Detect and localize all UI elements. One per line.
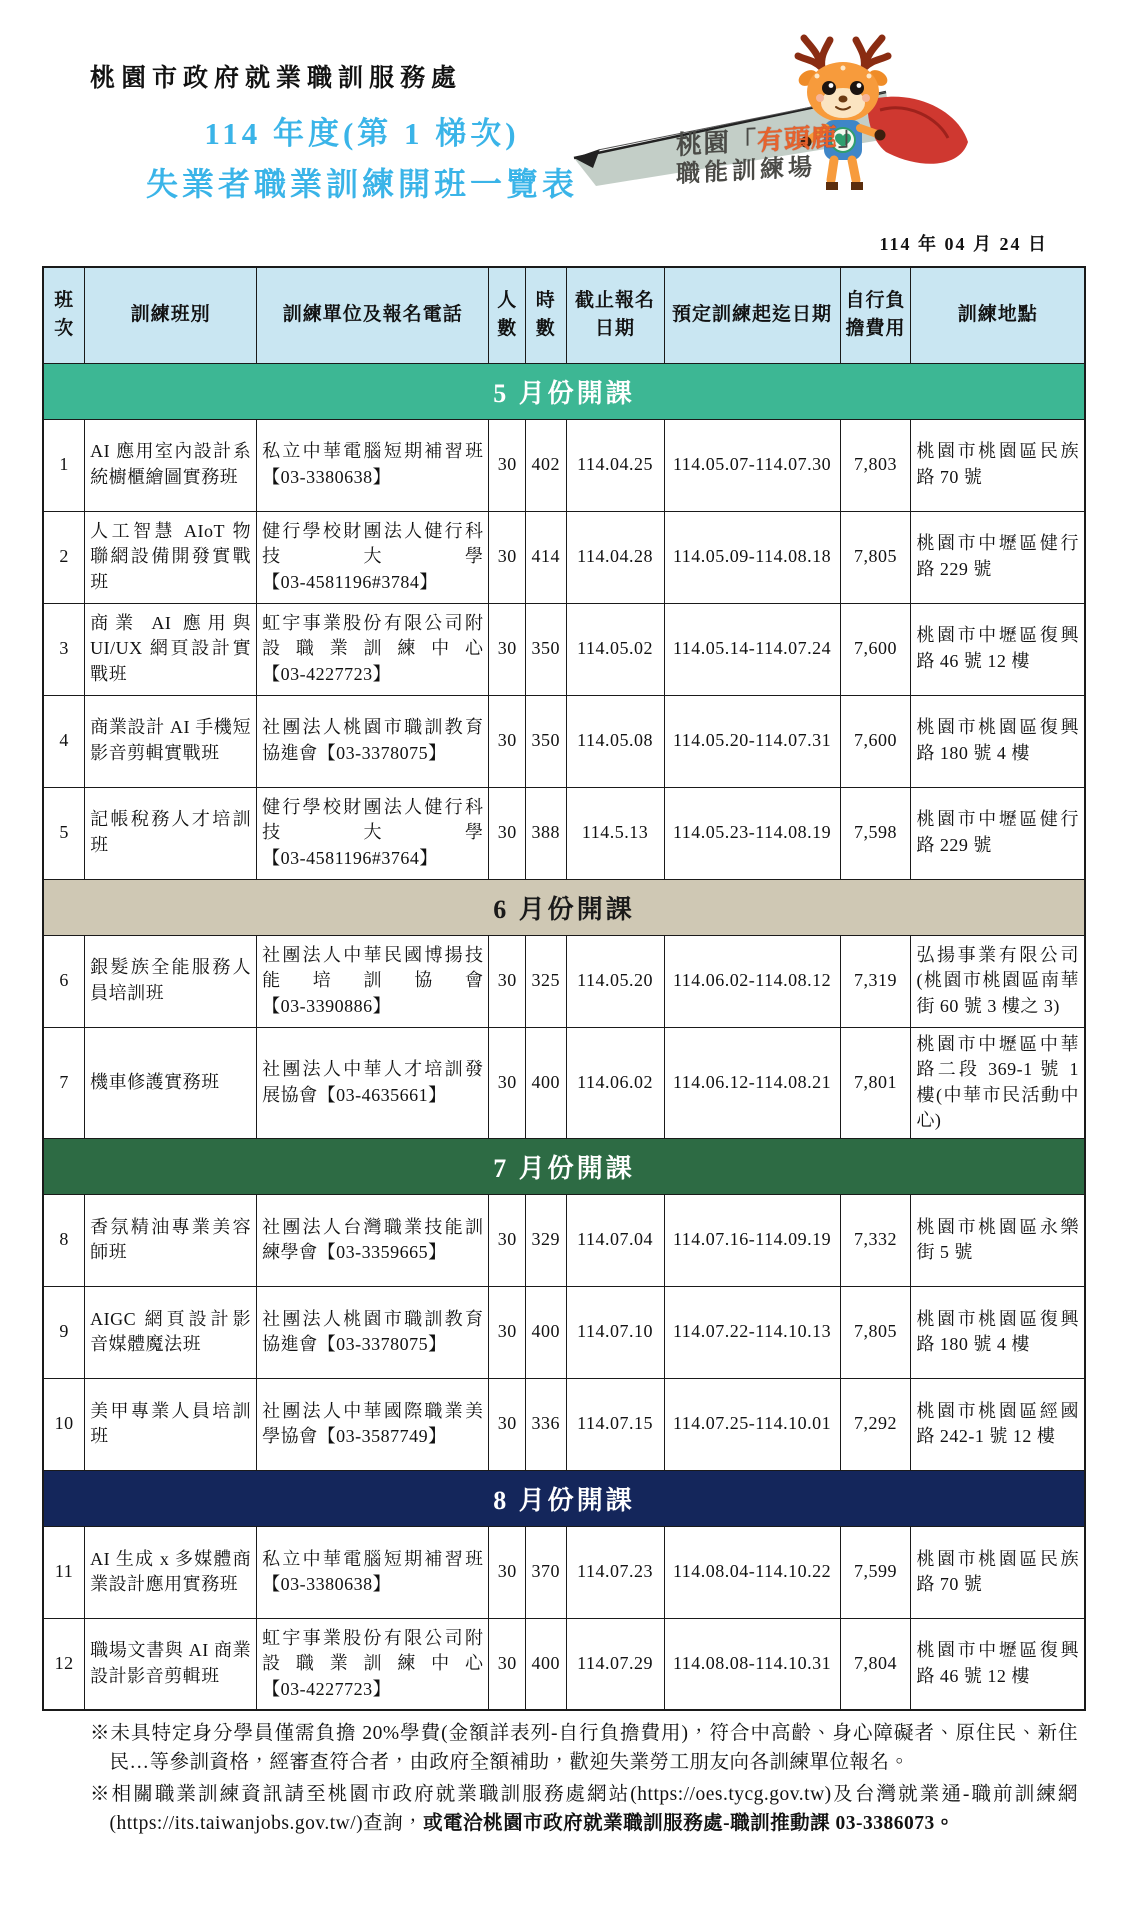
cell-hours: 402 — [525, 419, 566, 511]
cell-hours: 370 — [525, 1526, 566, 1618]
logo-subtitle: 職能訓練場 — [676, 153, 816, 188]
training-unit-phone: 【03-3359665】 — [317, 1242, 447, 1263]
cell-training-period: 114.05.09-114.08.18 — [664, 511, 840, 603]
cell-class-name: 人工智慧 AIoT 物聯網設備開發實戰班 — [85, 511, 257, 603]
cell-training-unit — [257, 935, 489, 1027]
col-header-class-name: 訓練班別 — [85, 267, 257, 363]
cell-class-no: 4 — [43, 695, 85, 787]
cell-location: 桃園市桃園區復興路 180 號 4 樓 — [911, 695, 1085, 787]
footnote-contact-text: ※相關職業訓練資訊請至桃園市政府就業職訓服務處網站(https://oes.tycg.gov.tw)及台灣就業通-職前訓練網(https://its.taiwanjobs.gov.tw/)查詢， — [90, 1783, 1078, 1834]
section-band-label: 6 月份開課 — [493, 894, 635, 924]
training-unit-name: 私立中華電腦短期補習班 — [262, 441, 484, 462]
cell-fee: 7,600 — [840, 603, 911, 695]
cell-training-period: 114.06.02-114.08.12 — [664, 935, 840, 1027]
col-header-period: 預定訓練起迄日期 — [664, 267, 840, 363]
section-band-label: 8 月份開課 — [493, 1485, 635, 1515]
training-unit-name: 社團法人台灣職業技能訓練學會 — [262, 1216, 484, 1263]
cell-location: 桃園市中壢區復興路 46 號 12 樓 — [911, 603, 1085, 695]
training-unit-phone: 【03-3380638】 — [262, 467, 392, 487]
course-table — [42, 266, 1086, 1711]
col-header-unit-phone: 訓練單位及報名電話 — [257, 267, 489, 363]
course-table-header — [43, 267, 1085, 363]
cell-training-period: 114.05.14-114.07.24 — [664, 603, 840, 695]
cell-deadline: 114.07.23 — [566, 1526, 664, 1618]
cell-class-no: 8 — [43, 1194, 85, 1286]
cell-capacity: 30 — [489, 1526, 525, 1618]
cell-capacity: 30 — [489, 787, 525, 879]
logo-text — [676, 121, 865, 188]
logo-prefix: 桃園 — [676, 127, 731, 160]
cell-deadline: 114.04.28 — [566, 511, 664, 603]
footnote-subsidy: ※未具特定身分學員僅需負擔 20%學費(金額詳表列-自行負擔費用)，符合中高齡、身心障礙者、原住民、新住民…等參訓資格，經審查符合者，由政府全額補助，歡迎失業勞工朋友向各訓練單位報名。 — [90, 1723, 1078, 1774]
doc-title-line1: 114 年度(第 1 梯次) — [204, 116, 520, 151]
cell-deadline: 114.05.02 — [566, 603, 664, 695]
training-unit-phone: 【03-3587749】 — [317, 1426, 447, 1447]
section-band-row — [43, 1470, 1085, 1526]
course-row — [43, 935, 1085, 1027]
cell-class-no: 7 — [43, 1027, 85, 1138]
cell-capacity: 30 — [489, 1286, 525, 1378]
course-row — [43, 419, 1085, 511]
course-table-body — [43, 363, 1085, 1710]
cell-capacity: 30 — [489, 419, 525, 511]
cell-deadline: 114.5.13 — [566, 787, 664, 879]
cell-class-no: 5 — [43, 787, 85, 879]
cell-training-unit — [257, 1618, 489, 1710]
course-row — [43, 787, 1085, 879]
course-row — [43, 1027, 1085, 1138]
cell-capacity: 30 — [489, 1618, 525, 1710]
cell-training-period: 114.07.16-114.09.19 — [664, 1194, 840, 1286]
cell-fee: 7,804 — [840, 1618, 911, 1710]
cell-class-no: 2 — [43, 511, 85, 603]
cell-class-no: 6 — [43, 935, 85, 1027]
col-header-capacity: 人數 — [489, 267, 525, 363]
logo-mascot-name: 有頭鹿 — [757, 121, 839, 156]
cell-deadline: 114.07.29 — [566, 1618, 664, 1710]
footnote-contact-phone: 或電洽桃園市政府就業職訓服務處-職訓推動課 03-3386073。 — [423, 1812, 955, 1834]
cell-class-name: 職場文書與 AI 商業設計影音剪輯班 — [85, 1618, 257, 1710]
logo-bracket-open: 「 — [730, 125, 758, 158]
training-unit-name: 虹宇事業股份有限公司附設職業訓練中心 — [262, 612, 484, 659]
cell-training-unit — [257, 1194, 489, 1286]
cell-location: 桃園市桃園區復興路 180 號 4 樓 — [911, 1286, 1085, 1378]
cell-class-name: AIGC 網頁設計影音媒體魔法班 — [85, 1286, 257, 1378]
cell-class-no: 1 — [43, 419, 85, 511]
cell-training-unit — [257, 603, 489, 695]
section-band-label: 5 月份開課 — [493, 378, 635, 408]
section-band-row — [43, 879, 1085, 935]
cell-fee: 7,805 — [840, 1286, 911, 1378]
cell-training-unit — [257, 1027, 489, 1138]
course-row — [43, 1378, 1085, 1470]
doc-title-line2: 失業者職業訓練開班一覽表 — [145, 166, 578, 202]
cell-location: 桃園市中壢區健行路 229 號 — [911, 787, 1085, 879]
footnotes — [90, 1719, 1078, 1838]
course-row — [43, 603, 1085, 695]
cell-location: 桃園市桃園區經國路 242-1 號 12 樓 — [911, 1378, 1085, 1470]
cell-hours: 325 — [525, 935, 566, 1027]
cell-location: 桃園市桃園區民族路 70 號 — [911, 419, 1085, 511]
course-row — [43, 511, 1085, 603]
cell-deadline: 114.07.15 — [566, 1378, 664, 1470]
cell-training-unit — [257, 787, 489, 879]
training-unit-name: 社團法人中華民國博揚技能培訓協會 — [262, 944, 484, 991]
cell-fee: 7,598 — [840, 787, 911, 879]
section-band-label: 7 月份開課 — [493, 1153, 635, 1183]
cell-training-unit — [257, 1286, 489, 1378]
training-unit-name: 社團法人中華國際職業美學協會 — [262, 1400, 484, 1447]
training-unit-name: 健行學校財團法人健行科技大學 — [262, 796, 484, 843]
cell-hours: 400 — [525, 1286, 566, 1378]
col-header-hours: 時數 — [525, 267, 566, 363]
section-band-row — [43, 1138, 1085, 1194]
cell-location: 桃園市桃園區永樂街 5 號 — [911, 1194, 1085, 1286]
cell-hours: 350 — [525, 695, 566, 787]
cell-training-period: 114.07.25-114.10.01 — [664, 1378, 840, 1470]
cell-training-period: 114.08.04-114.10.22 — [664, 1526, 840, 1618]
cell-class-no: 3 — [43, 603, 85, 695]
section-band-row — [43, 363, 1085, 419]
cell-capacity: 30 — [489, 695, 525, 787]
logo-bracket-close: 」 — [838, 120, 866, 152]
training-unit-phone: 【03-4581196#3764】 — [262, 847, 438, 868]
cell-fee: 7,600 — [840, 695, 911, 787]
cell-fee: 7,332 — [840, 1194, 911, 1286]
cell-training-period: 114.05.20-114.07.31 — [664, 695, 840, 787]
training-unit-phone: 【03-4635661】 — [317, 1084, 447, 1105]
cell-location: 桃園市中壢區健行路 229 號 — [911, 511, 1085, 603]
cell-training-period: 114.05.23-114.08.19 — [664, 787, 840, 879]
training-unit-name: 虹宇事業股份有限公司附設職業訓練中心 — [262, 1627, 484, 1674]
cell-class-name: 商業 AI 應用與 UI/UX 網頁設計實戰班 — [85, 603, 257, 695]
course-row — [43, 1526, 1085, 1618]
cell-fee: 7,599 — [840, 1526, 911, 1618]
col-header-deadline: 截止報名日期 — [566, 267, 664, 363]
training-unit-name: 社團法人桃園市職訓教育協進會 — [262, 1308, 484, 1355]
cell-class-name: 商業設計 AI 手機短影音剪輯實戰班 — [85, 695, 257, 787]
cell-class-name: 機車修護實務班 — [85, 1027, 257, 1138]
cell-capacity: 30 — [489, 511, 525, 603]
cell-location: 桃園市中壢區中華路二段 369-1 號 1 樓(中華市民活動中心) — [911, 1027, 1085, 1138]
cell-location: 桃園市中壢區復興路 46 號 12 樓 — [911, 1618, 1085, 1710]
cell-deadline: 114.05.08 — [566, 695, 664, 787]
cell-training-unit — [257, 1378, 489, 1470]
cell-capacity: 30 — [489, 935, 525, 1027]
mascot-logo — [568, 30, 978, 210]
cell-class-no: 12 — [43, 1618, 85, 1710]
training-unit-name: 私立中華電腦短期補習班 — [262, 1548, 484, 1569]
training-unit-phone: 【03-3378075】 — [317, 1334, 447, 1355]
training-unit-name: 健行學校財團法人健行科技大學 — [262, 520, 484, 567]
course-row — [43, 1286, 1085, 1378]
cell-location: 弘揚事業有限公司(桃園市桃園區南華街 60 號 3 樓之 3) — [911, 935, 1085, 1027]
cell-fee: 7,805 — [840, 511, 911, 603]
cell-training-unit — [257, 695, 489, 787]
cell-training-unit — [257, 511, 489, 603]
course-row — [43, 695, 1085, 787]
cell-class-name: 記帳稅務人才培訓班 — [85, 787, 257, 879]
document-header — [0, 28, 1128, 228]
cell-hours: 400 — [525, 1618, 566, 1710]
cell-class-name: 香氛精油專業美容師班 — [85, 1194, 257, 1286]
cell-deadline: 114.07.04 — [566, 1194, 664, 1286]
cell-fee: 7,801 — [840, 1027, 911, 1138]
footnote-contact — [90, 1780, 1078, 1839]
training-unit-name: 社團法人桃園市職訓教育協進會 — [262, 717, 484, 763]
training-unit-phone: 【03-4227723】 — [262, 663, 392, 684]
cell-capacity: 30 — [489, 603, 525, 695]
cell-hours: 400 — [525, 1027, 566, 1138]
cell-class-name: 銀髮族全能服務人員培訓班 — [85, 935, 257, 1027]
training-unit-phone: 【03-3380638】 — [262, 1574, 392, 1595]
publish-date: 114 年 04 月 24 日 — [879, 234, 1048, 254]
cell-class-no: 10 — [43, 1378, 85, 1470]
cell-fee: 7,292 — [840, 1378, 911, 1470]
cell-training-period: 114.06.12-114.08.21 — [664, 1027, 840, 1138]
cell-class-name: 美甲專業人員培訓班 — [85, 1378, 257, 1470]
col-header-class-no: 班次 — [43, 267, 85, 363]
cell-fee: 7,803 — [840, 419, 911, 511]
course-row — [43, 1618, 1085, 1710]
training-unit-phone: 【03-4581196#3784】 — [262, 571, 438, 592]
cell-hours: 329 — [525, 1194, 566, 1286]
cell-fee: 7,319 — [840, 935, 911, 1027]
cell-deadline: 114.04.25 — [566, 419, 664, 511]
training-unit-name: 社團法人中華人才培訓發展協會 — [262, 1059, 484, 1105]
cell-deadline: 114.06.02 — [566, 1027, 664, 1138]
training-unit-phone: 【03-4227723】 — [262, 1678, 392, 1699]
cell-class-name: AI 應用室內設計系統櫥櫃繪圖實務班 — [85, 419, 257, 511]
cell-class-name: AI 生成 x 多媒體商業設計應用實務班 — [85, 1526, 257, 1618]
cell-hours: 388 — [525, 787, 566, 879]
cell-class-no: 11 — [43, 1526, 85, 1618]
cell-training-period: 114.08.08-114.10.31 — [664, 1618, 840, 1710]
cell-class-no: 9 — [43, 1286, 85, 1378]
training-unit-phone: 【03-3378075】 — [317, 743, 447, 763]
cell-training-unit — [257, 419, 489, 511]
cell-hours: 336 — [525, 1378, 566, 1470]
cell-hours: 350 — [525, 603, 566, 695]
org-title: 桃園市政府就業職訓服務處 — [90, 65, 463, 92]
cell-deadline: 114.07.10 — [566, 1286, 664, 1378]
cell-capacity: 30 — [489, 1027, 525, 1138]
cell-deadline: 114.05.20 — [566, 935, 664, 1027]
cell-capacity: 30 — [489, 1378, 525, 1470]
col-header-fee: 自行負擔費用 — [840, 267, 911, 363]
cell-training-unit — [257, 1526, 489, 1618]
cell-location: 桃園市桃園區民族路 70 號 — [911, 1526, 1085, 1618]
cell-training-period: 114.05.07-114.07.30 — [664, 419, 840, 511]
course-row — [43, 1194, 1085, 1286]
cell-hours: 414 — [525, 511, 566, 603]
cell-capacity: 30 — [489, 1194, 525, 1286]
training-unit-phone: 【03-3390886】 — [262, 995, 392, 1016]
cell-training-period: 114.07.22-114.10.13 — [664, 1286, 840, 1378]
col-header-location: 訓練地點 — [911, 267, 1085, 363]
